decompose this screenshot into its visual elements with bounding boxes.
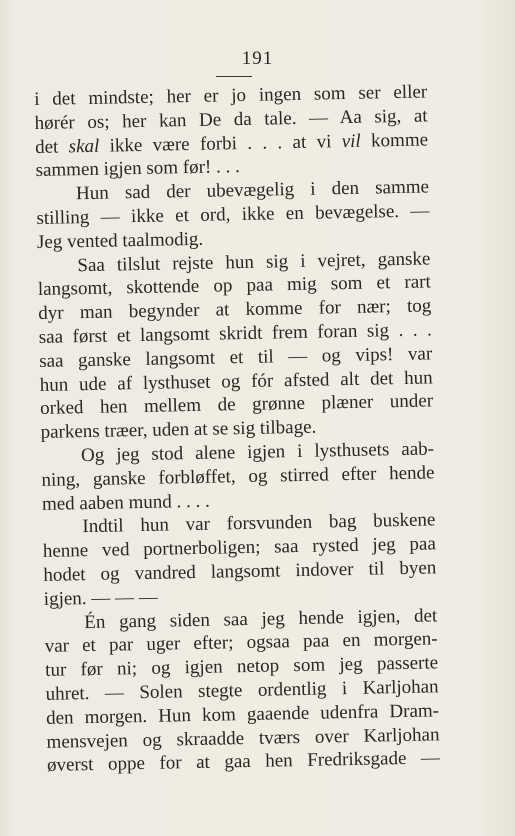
text-line: ning, ganske forbløffet, og stirred efter hende <box>41 462 435 491</box>
emphasized-word: vil <box>341 130 361 152</box>
text-line: hørér os; her kan De da tale. — Aa sig, at <box>34 105 428 134</box>
text-line: stilling — ikke et ord, ikke en bevægelse. — <box>36 200 430 229</box>
text-line: parkens træer, uden at se sig tilbage. <box>40 416 317 444</box>
text-line: langsomt, skottende op paa mig som et rart <box>37 271 432 301</box>
text-line: Og jeg stod alene igjen i lysthusets aab- <box>80 438 435 467</box>
text-line: den morgen. Hun kom gaaende udenfra Dram- <box>45 700 440 729</box>
text-line: hun ude af lysthuset og fór afsted alt det hun <box>39 366 433 396</box>
text-line: henne ved portnerboligen; saa rysted jeg paa <box>42 533 437 563</box>
text-line: hodet og vandred langsomt indover til byen <box>43 557 437 586</box>
text-line: med aaben mund . . . . <box>41 490 210 515</box>
emphasized-word: skal <box>68 135 100 157</box>
text-line: dyr man begynder at komme for nær; tog <box>38 295 432 325</box>
text-line: sammen igjen som før! . . . <box>35 156 240 182</box>
page-number: 191 <box>241 48 274 69</box>
text-line: øverst oppe for at gaa hen Fredriksgade — <box>46 747 441 777</box>
text-line: Saa tilslut rejste hun sig i vejret, ganske <box>77 248 431 276</box>
text-fragment: det <box>34 135 69 158</box>
text-fragment: komme <box>360 129 429 152</box>
text-fragment: ikke være forbi . . . at vi <box>99 130 342 157</box>
text-line: var et par uger efter; ogsaa paa en morgen- <box>44 628 438 658</box>
text-line: igjen. — — — <box>43 586 158 610</box>
text-line: Jeg vented taalmodig. <box>36 228 204 253</box>
text-line: Hun sad der ubevægelig i den samme <box>75 176 430 205</box>
text-line: Én gang siden saa jeg hende igjen, det <box>84 604 438 633</box>
text-line: saa ganske langsomt et til — og vips! var <box>39 343 433 372</box>
text-line: saa først et langsomt skridt frem foran sig . . . <box>38 319 432 348</box>
body-text <box>34 80 440 778</box>
text-line: mensvejen og skraadde tværs over Karljohan <box>46 723 440 753</box>
text-line: i det mindste; her er jo ingen som ser eller <box>34 81 428 110</box>
page-number-rule <box>216 76 252 77</box>
text-line: tur før ni; og igjen netop som jeg passerte <box>44 652 439 682</box>
text-line: orked hen mellem de grønne plæner under <box>39 390 434 420</box>
text-line: Indtil hun var forsvunden bag buskene <box>82 509 436 538</box>
text-line: uhret. — Solen stegte ordentlig i Karljohan <box>45 676 439 705</box>
